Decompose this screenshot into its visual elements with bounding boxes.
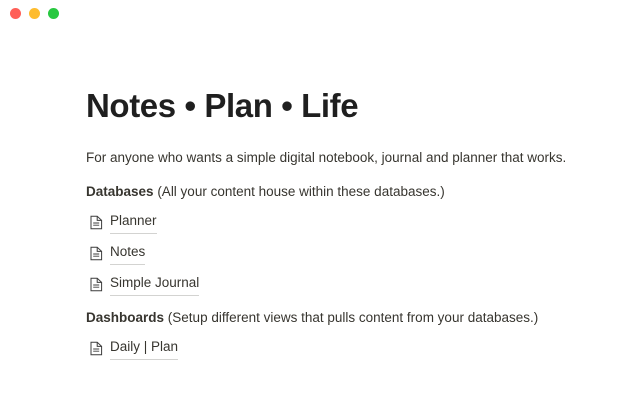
page-link-planner[interactable] <box>86 210 157 234</box>
page-link-label: Daily | Plan <box>110 336 178 360</box>
page-link-notes[interactable] <box>86 241 145 265</box>
section-dashboards-title: Dashboards <box>86 310 165 325</box>
zoom-window-button[interactable] <box>48 8 59 19</box>
minimize-window-button[interactable] <box>29 8 40 19</box>
page-title: Notes • Plan • Life <box>86 87 359 124</box>
document-icon <box>90 277 103 292</box>
page-link-label: Planner <box>110 210 157 234</box>
page-content <box>0 26 640 360</box>
document-icon <box>90 246 103 261</box>
document-icon <box>90 341 103 356</box>
window-titlebar <box>0 0 640 26</box>
section-databases <box>86 182 640 296</box>
section-dashboards-heading <box>86 308 640 328</box>
page-link-daily-plan[interactable] <box>86 336 178 360</box>
section-databases-note: (All your content house within these databases.) <box>157 184 445 199</box>
page-link-label: Notes <box>110 241 145 265</box>
page-link-simple-journal[interactable] <box>86 272 199 296</box>
page-intro-text: For anyone who wants a simple digital notebook, journal and planner that works. <box>86 150 567 165</box>
section-databases-heading <box>86 182 640 202</box>
window-controls <box>10 8 59 19</box>
close-window-button[interactable] <box>10 8 21 19</box>
page-link-label: Simple Journal <box>110 272 199 296</box>
section-dashboards-note: (Setup different views that pulls content from your databases.) <box>167 310 539 325</box>
section-databases-title: Databases <box>86 184 154 199</box>
document-icon <box>90 215 103 230</box>
section-dashboards <box>86 308 640 360</box>
